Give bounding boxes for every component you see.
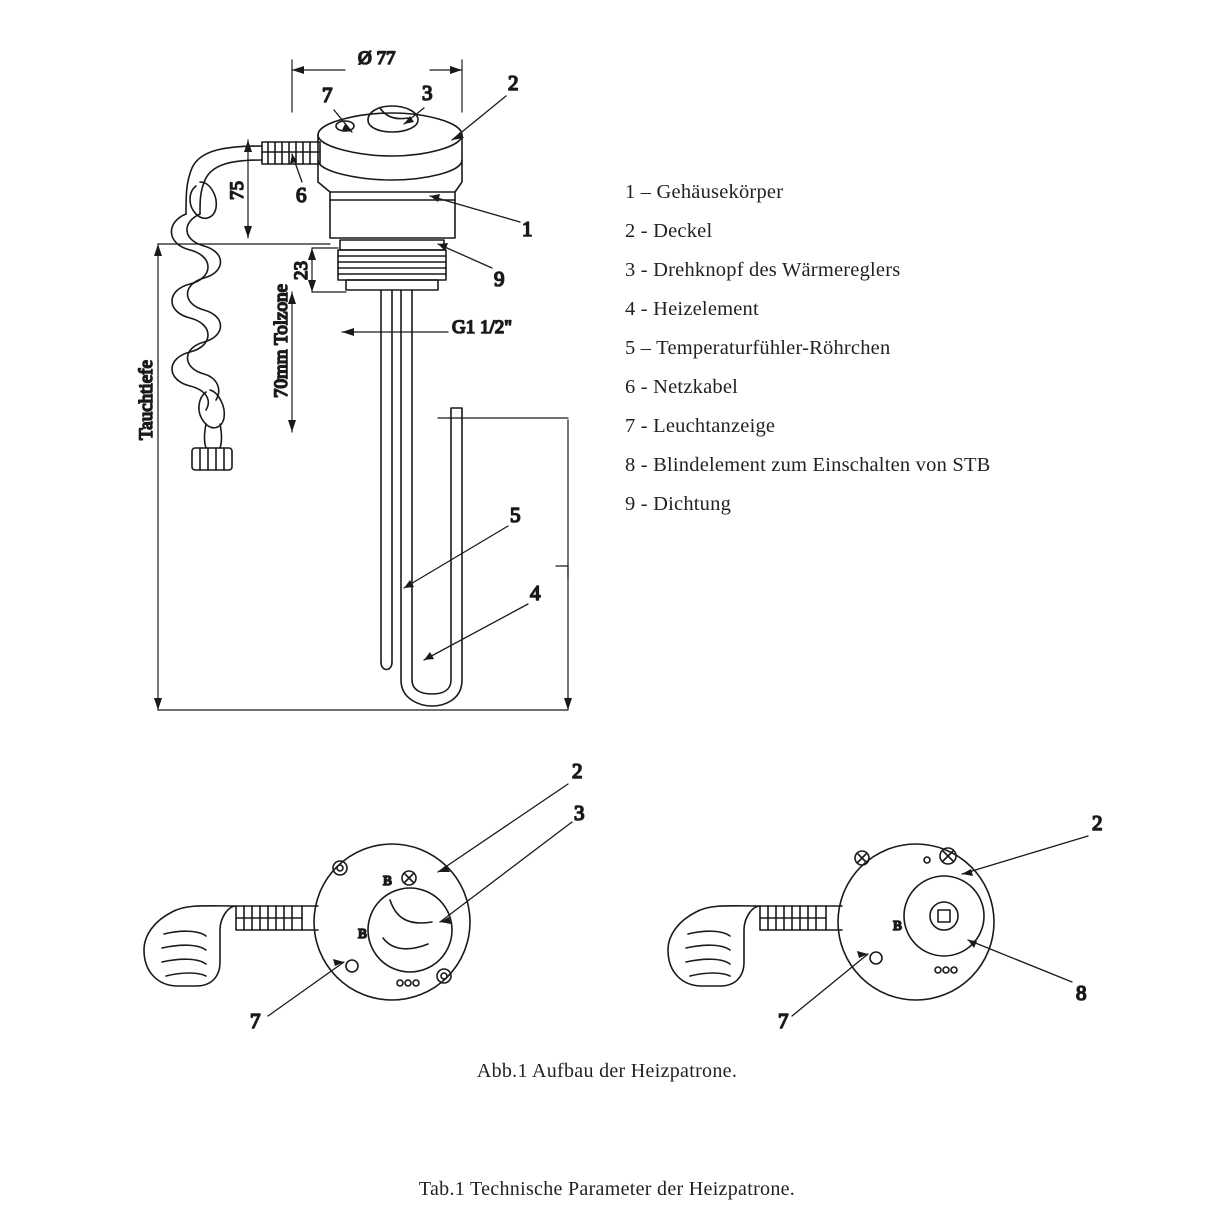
legend-item-2: 2 - Deckel bbox=[625, 220, 713, 242]
callout-bl-2: 2 bbox=[572, 759, 583, 783]
legend-item-3: 3 - Drehknopf des Wärmereglers bbox=[625, 259, 901, 281]
callout-main-1: 1 bbox=[522, 217, 533, 241]
callout-br-8: 8 bbox=[1076, 981, 1087, 1005]
dim-hotzone-label: 70mm Tolzone bbox=[271, 284, 292, 398]
dim-immersion-label: Tauchtiefe bbox=[136, 360, 157, 440]
figure-caption: Abb.1 Aufbau der Heizpatrone. bbox=[476, 1060, 738, 1082]
legend-list bbox=[625, 182, 1095, 533]
legend-item-7: 7 - Leuchtanzeige bbox=[625, 415, 776, 437]
legend-item-1: 1 – Gehäusekörper bbox=[625, 181, 784, 203]
callout-leaders-main bbox=[290, 96, 528, 660]
threaded-connection bbox=[338, 240, 446, 290]
table-caption: Tab.1 Technische Parameter der Heizpatrone. bbox=[418, 1178, 796, 1200]
heating-element bbox=[401, 290, 462, 706]
callout-main-5: 5 bbox=[510, 503, 521, 527]
dim-75-label: 75 bbox=[227, 181, 248, 200]
callout-bl-7: 7 bbox=[250, 1009, 261, 1033]
callout-leaders-bottom-left bbox=[268, 784, 572, 1016]
dim-thread-label: G1 1/2" bbox=[452, 317, 513, 338]
legend-item-4: 4 - Heizelement bbox=[625, 298, 759, 320]
dim-diameter-label: Ø 77 bbox=[358, 48, 396, 69]
svg-text:в: в bbox=[893, 914, 902, 935]
callout-leaders-bottom-right bbox=[792, 836, 1088, 1016]
callout-bl-3: 3 bbox=[574, 801, 585, 825]
legend-item-5: 5 – Temperaturfühler-Röhrchen bbox=[625, 337, 891, 359]
callout-main-3: 3 bbox=[422, 81, 433, 105]
legend-item-6: 6 - Netzkabel bbox=[625, 376, 739, 398]
legend-item-9: 9 - Dichtung bbox=[625, 493, 732, 515]
sensor-tube bbox=[381, 290, 392, 670]
top-view-knob-variant bbox=[144, 844, 470, 1000]
callout-main-4: 4 bbox=[530, 581, 541, 605]
callout-br-2: 2 bbox=[1092, 811, 1103, 835]
top-view-stb-variant bbox=[668, 844, 994, 1000]
dim-23 bbox=[308, 248, 346, 292]
callout-main-9: 9 bbox=[494, 267, 505, 291]
legend-item-8: 8 - Blindelement zum Einschalten von STB bbox=[625, 454, 991, 476]
callout-br-7: 7 bbox=[778, 1009, 789, 1033]
callout-main-7: 7 bbox=[322, 83, 333, 107]
svg-text:в: в bbox=[358, 922, 367, 943]
dim-23-label: 23 bbox=[291, 261, 312, 280]
dim-immersion bbox=[154, 244, 572, 710]
svg-text:в: в bbox=[383, 869, 392, 890]
callout-main-2: 2 bbox=[508, 71, 519, 95]
callout-main-6: 6 bbox=[296, 183, 307, 207]
